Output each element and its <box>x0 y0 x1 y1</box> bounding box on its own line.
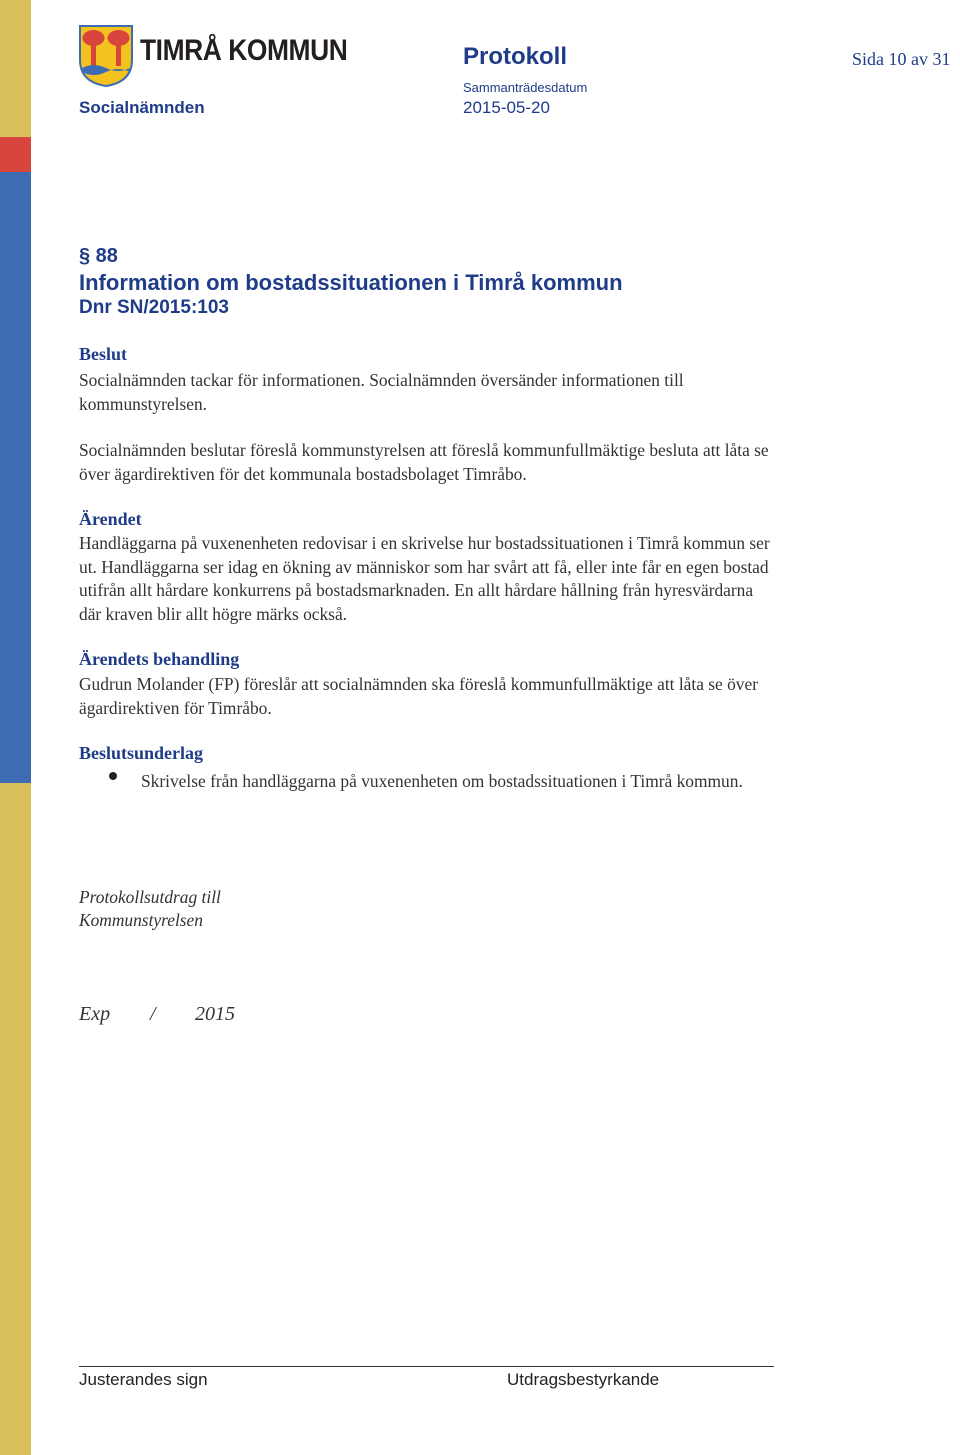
bullet-icon <box>109 772 117 780</box>
municipality-logo <box>78 24 348 88</box>
signature-line <box>79 1366 774 1367</box>
arendet-paragraph: Handläggarna på vuxenenheten redovisar i en skrivelse hur bostadssituationen i Timrå kommun ser ut. Handläggarna ser idag en ökning av människor som har svårt att få, eller inte får en egen bostad utifrån allt hårdare konkurrens på bostadsmarknaden. En allt hårdare hållning från hyresvärdarna där kraven blir allt högre märks också. <box>79 533 770 624</box>
section-title: Information om bostadssituationen i Timrå kommun <box>79 270 623 295</box>
beslutsunderlag-item: Skrivelse från handläggarna på vuxenenheten om bostadssituationen i Timrå kommun. <box>141 771 743 791</box>
justerandes-sign-label: Justerandes sign <box>79 1370 208 1389</box>
page-indicator: Sida 10 av 31 <box>852 49 951 69</box>
meeting-date-label: Sammanträdesdatum <box>463 80 588 95</box>
behandling-heading: Ärendets behandling <box>79 649 240 669</box>
coat-of-arms-icon <box>78 24 134 88</box>
protocol-extract-recipient: Kommunstyrelsen <box>79 910 203 930</box>
beslutsunderlag-heading: Beslutsunderlag <box>79 743 204 763</box>
beslut-heading: Beslut <box>79 344 128 364</box>
exp-year: 2015 <box>195 1003 235 1025</box>
beslut-paragraph-2: Socialnämnden beslutar föreslå kommunstyrelsen att föreslå kommunfullmäktige besluta att låta se över ägardirektiven för det kommunala bostadsbolaget Timråbo. <box>79 440 769 484</box>
exp-slash: / <box>150 1003 156 1025</box>
utdragsbestyrkande-label: Utdragsbestyrkande <box>507 1370 660 1389</box>
behandling-paragraph: Gudrun Molander (FP) föreslår att socialnämnden ska föreslå kommunfullmäktige att låta se över ägardirektiven för Timråbo. <box>79 674 759 718</box>
side-band-blue <box>0 172 31 783</box>
side-band-red <box>0 137 31 172</box>
side-band-yellow-top <box>0 0 31 137</box>
meeting-date: 2015-05-20 <box>463 98 550 117</box>
exp-label: Exp <box>79 1003 111 1025</box>
document-title: Protokoll <box>463 43 568 70</box>
committee-name: Socialnämnden <box>79 98 205 117</box>
protocol-extract-label: Protokollsutdrag till <box>79 887 221 907</box>
case-number: Dnr SN/2015:103 <box>79 297 229 318</box>
beslut-paragraph-1: Socialnämnden tackar för informationen. Socialnämnden översänder informationen till kommunstyrelsen. <box>79 370 684 414</box>
section-number: § 88 <box>79 245 118 267</box>
logo-wordmark: TIMRÅ KOMMUN <box>140 34 348 67</box>
side-band-yellow-bottom <box>0 783 31 1455</box>
arendet-heading: Ärendet <box>79 509 142 529</box>
